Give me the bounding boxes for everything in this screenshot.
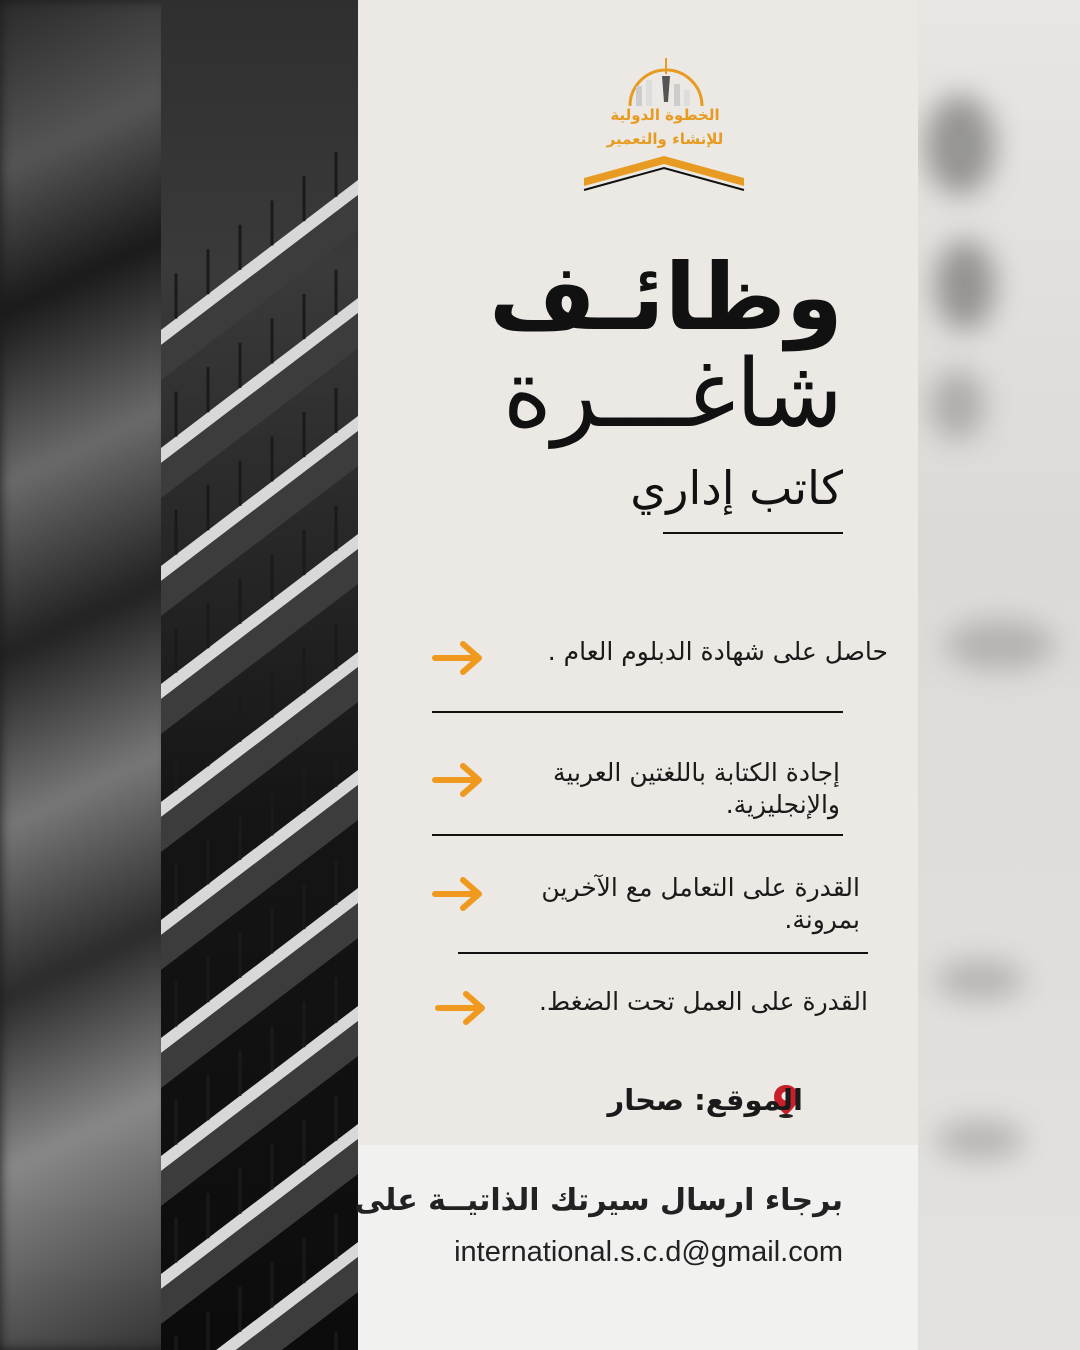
balcony-slabs: [161, 152, 358, 1350]
arrow-right-icon: [431, 760, 487, 800]
arrow-right-icon: [431, 874, 487, 914]
apply-instruction: برجاء ارسال سيرتك الذاتيــة على: [354, 1183, 843, 1218]
title-underline: [663, 532, 843, 534]
job-location: الموقع: صحار: [607, 1083, 803, 1117]
arrow-right-icon: [431, 638, 487, 678]
blurred-background-right: [915, 0, 1080, 1350]
building-photo: [161, 0, 358, 1350]
headline-vacant: شاغـــرة: [502, 340, 843, 449]
headline-jobs: وظائـف: [489, 244, 843, 351]
arrow-right-icon: [434, 988, 490, 1028]
divider: [458, 952, 868, 954]
logo-name-line1: الخطوة الدولية: [610, 106, 720, 124]
requirement-item: القدرة على العمل تحت الضغط.: [539, 987, 868, 1016]
divider: [432, 711, 843, 713]
logo-name-line2: للإنشاء والتعمير: [606, 130, 724, 148]
requirement-item: حاصل على شهادة الدبلوم العام .: [547, 637, 888, 666]
contact-email[interactable]: international.s.c.d@gmail.com: [454, 1236, 843, 1268]
company-logo: [580, 50, 750, 195]
requirement-item: القدرة على التعامل مع الآخرين بمرونة.: [541, 873, 860, 934]
job-position-title: كاتب إداري: [630, 461, 843, 515]
job-poster-card: [354, 0, 918, 1350]
divider: [432, 834, 843, 836]
requirement-item: إجادة الكتابة باللغتين العربية والإنجليزية.: [553, 758, 840, 819]
blurred-background-left: [0, 0, 170, 1350]
